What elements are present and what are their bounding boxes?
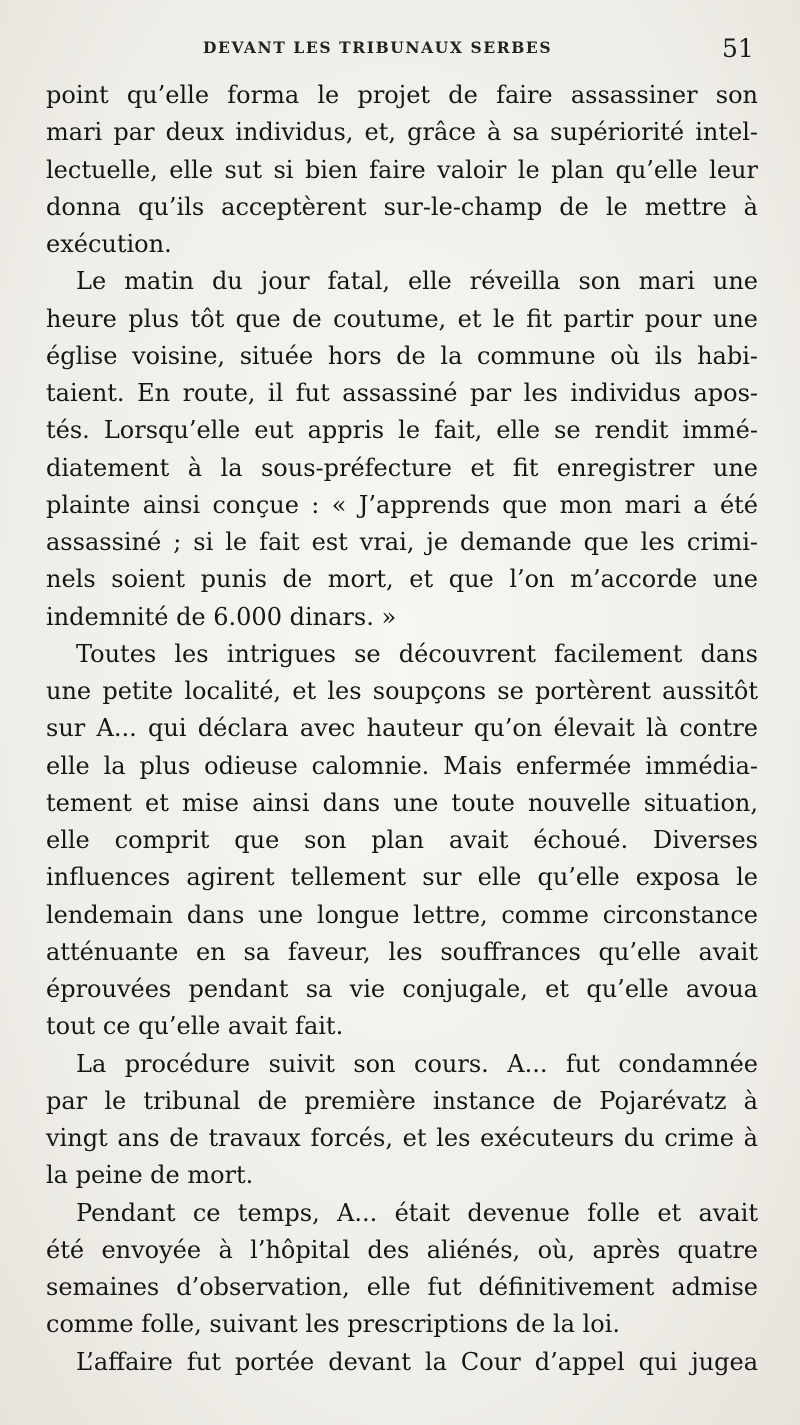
text-line: sur A... qui déclara avec hauteur qu’on élevait là contre [46,714,758,743]
text-line: heure plus tôt que de coutume, et le fit partir pour une [46,304,758,333]
running-head [0,34,800,64]
text-line: elle comprit que son plan avait échoué. Diverses [46,826,758,854]
text-line: Pendant ce temps, A... était devenue folle et avait [76,1198,758,1227]
text-line: Toutes les intrigues se découvrent facilement dans [76,639,758,668]
text-line: comme folle, suivant les prescriptions de la loi. [46,1310,620,1339]
text-line: plainte ainsi conçue : « J’apprends que mon mari a été [46,490,758,519]
text-line: point qu’elle forma le projet de faire assassiner son [46,81,758,109]
text-line: elle la plus odieuse calomnie. Mais enfermée immédia- [46,751,758,780]
running-title: DEVANT LES TRIBUNAUX SERBES [203,38,553,57]
text-line: nels soient punis de mort, et que l’on m’accorde une [46,565,758,594]
text-line: été envoyée à l’hôpital des aliénés, où, après quatre [46,1235,758,1264]
text-line: influences agirent tellement sur elle qu’elle exposa le [46,863,758,892]
text-line: La procédure suivit son cours. A... fut condamnée [76,1049,758,1078]
text-line: exécution. [46,230,172,258]
page-number: 51 [722,34,754,63]
text-line: L’affaire fut portée devant la Cour d’appel qui jugea [76,1347,758,1376]
text-line: taient. En route, il fut assassiné par les individus apos- [46,379,758,407]
text-line: la peine de mort. [46,1161,254,1190]
text-line: lectuelle, elle sut si bien faire valoir le plan qu’elle leur [46,155,758,184]
text-line: une petite localité, et les soupçons se portèrent aussitôt [46,677,758,705]
text-line: atténuante en sa faveur, les souffrances qu’elle avait [46,937,758,966]
text-line: semaines d’observation, elle fut définitivement admise [46,1273,758,1301]
text-line: église voisine, située hors de la commune où ils habi- [46,341,758,370]
text-line: par le tribunal de première instance de Pojarévatz à [46,1086,758,1115]
text-line: tout ce qu’elle avait fait. [46,1012,344,1041]
text-line: lendemain dans une longue lettre, comme circonstance [46,900,758,929]
body-text [46,77,758,1381]
text-line: indemnité de 6.000 dinars. » [46,602,397,631]
text-line: éprouvées pendant sa vie conjugale, et qu’elle avoua [46,975,758,1003]
text-line: donna qu’ils acceptèrent sur-le-champ de le mettre à [46,192,758,221]
text-line: tés. Lorsqu’elle eut appris le fait, elle se rendit immé- [46,416,758,445]
text-line: diatement à la sous-préfecture et fit enregistrer une [46,453,758,482]
text-line: mari par deux individus, et, grâce à sa supériorité intel- [46,118,758,147]
text-line: vingt ans de travaux forcés, et les exécuteurs du crime à [46,1124,758,1152]
text-line: assassiné ; si le fait est vrai, je demande que les crimi- [46,528,758,556]
text-line: tement et mise ainsi dans une toute nouvelle situation, [46,788,758,817]
text-line: Le matin du jour fatal, elle réveilla son mari une [76,267,758,296]
